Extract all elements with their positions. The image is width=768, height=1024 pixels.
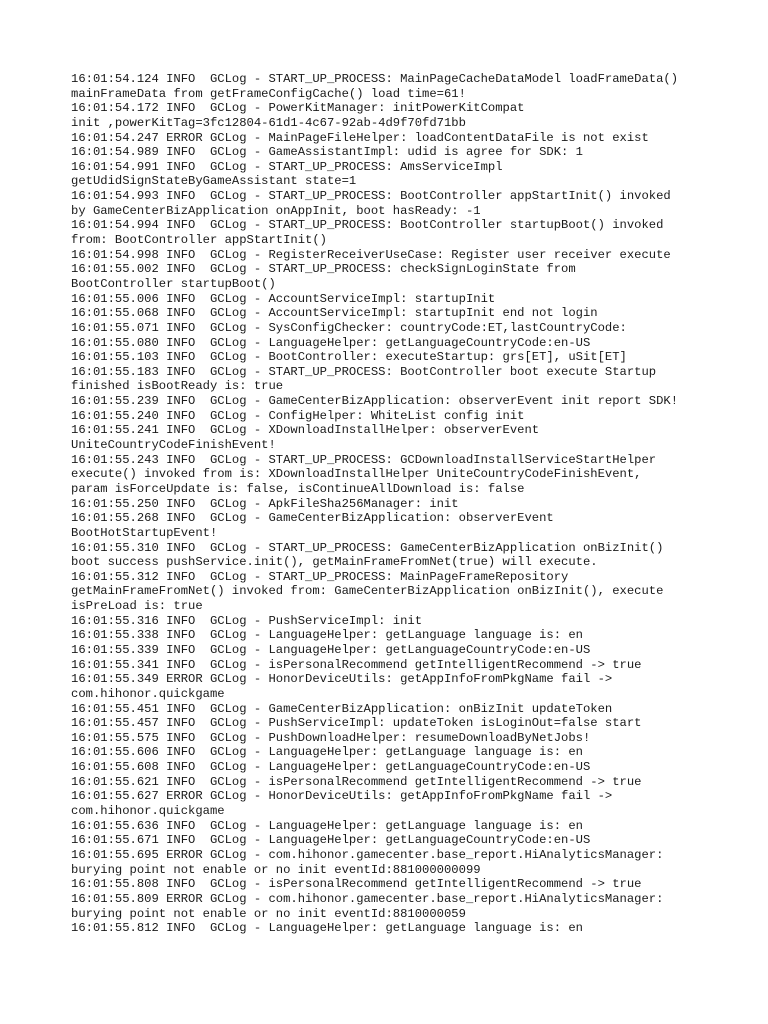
log-line: 16:01:55.451 INFO GCLog - GameCenterBizApplication: onBizInit updateToken (71, 701, 613, 716)
log-line: 16:01:55.695 ERROR GCLog - com.hihonor.gamecenter.base_report.HiAnalyticsManager: (71, 847, 664, 862)
log-line: 16:01:55.621 INFO GCLog - isPersonalRecommend getIntelligentRecommend -> true (71, 774, 642, 789)
log-line: isPreLoad is: true (71, 599, 203, 614)
log-line: 16:01:55.240 INFO GCLog - ConfigHelper: WhiteList config init (71, 408, 525, 423)
log-line: BootHotStartupEvent! (71, 525, 218, 540)
log-line: 16:01:55.239 INFO GCLog - GameCenterBizApplication: observerEvent init report SDK! (71, 394, 679, 409)
log-line: getUdidSignStateByGameAssistant state=1 (71, 174, 357, 189)
log-line: com.hihonor.quickgame (71, 804, 225, 819)
log-line: 16:01:55.339 INFO GCLog - LanguageHelper: getLanguageCountryCode:en-US (71, 642, 591, 657)
log-line: 16:01:55.575 INFO GCLog - PushDownloadHelper: resumeDownloadByNetJobs! (71, 730, 591, 745)
log-line: 16:01:55.068 INFO GCLog - AccountServiceImpl: startupInit end not login (71, 306, 598, 321)
log-line: 16:01:55.183 INFO GCLog - START_UP_PROCESS: BootController boot execute Startup (71, 364, 657, 379)
log-line: 16:01:54.993 INFO GCLog - START_UP_PROCESS: BootController appStartInit() invoked (71, 189, 671, 204)
log-line: UniteCountryCodeFinishEvent! (71, 438, 276, 453)
log-line: init ,powerKitTag=3fc12804-61d1-4c67-92ab-4d9f70fd71bb (71, 115, 466, 130)
log-line: 16:01:55.808 INFO GCLog - isPersonalRecommend getIntelligentRecommend -> true (71, 877, 642, 892)
log-line: 16:01:55.071 INFO GCLog - SysConfigChecker: countryCode:ET,lastCountryCode: (71, 320, 627, 335)
log-line: 16:01:55.006 INFO GCLog - AccountServiceImpl: startupInit (71, 291, 496, 306)
log-line: burying point not enable or no init eventId:881000000099 (71, 862, 481, 877)
log-line: 16:01:54.998 INFO GCLog - RegisterReceiverUseCase: Register user receiver execute (71, 247, 671, 262)
log-line: finished isBootReady is: true (71, 379, 284, 394)
log-line: 16:01:54.247 ERROR GCLog - MainPageFileHelper: loadContentDataFile is not exist (71, 130, 649, 145)
log-line: 16:01:54.124 INFO GCLog - START_UP_PROCESS: MainPageCacheDataModel loadFrameData() (71, 72, 679, 86)
log-line: 16:01:55.310 INFO GCLog - START_UP_PROCESS: GameCenterBizApplication onBizInit() (71, 540, 664, 555)
log-line: by GameCenterBizApplication onAppInit, boot hasReady: -1 (71, 203, 481, 218)
log-line: mainFrameData from getFrameConfigCache() load time=61! (71, 86, 466, 101)
log-text-block (71, 72, 751, 936)
log-line: 16:01:54.994 INFO GCLog - START_UP_PROCESS: BootController startupBoot() invoked (71, 218, 664, 233)
log-line: 16:01:55.671 INFO GCLog - LanguageHelper: getLanguageCountryCode:en-US (71, 833, 591, 848)
log-line: 16:01:55.627 ERROR GCLog - HonorDeviceUtils: getAppInfoFromPkgName fail -> (71, 789, 613, 804)
log-line: burying point not enable or no init eventId:8810000059 (71, 906, 466, 921)
log-line: 16:01:54.989 INFO GCLog - GameAssistantImpl: udid is agree for SDK: 1 (71, 145, 583, 160)
log-line: 16:01:55.268 INFO GCLog - GameCenterBizApplication: observerEvent (71, 511, 554, 526)
log-line: 16:01:55.606 INFO GCLog - LanguageHelper: getLanguage language is: en (71, 745, 583, 760)
log-line: 16:01:55.338 INFO GCLog - LanguageHelper: getLanguage language is: en (71, 628, 583, 643)
log-line: 16:01:55.103 INFO GCLog - BootController: executeStartup: grs[ET], uSit[ET] (71, 350, 627, 365)
log-line: 16:01:55.349 ERROR GCLog - HonorDeviceUtils: getAppInfoFromPkgName fail -> (71, 672, 613, 687)
log-line: 16:01:55.316 INFO GCLog - PushServiceImpl: init (71, 613, 423, 628)
log-line: 16:01:55.243 INFO GCLog - START_UP_PROCESS: GCDownloadInstallServiceStartHelper (71, 452, 657, 467)
log-line: com.hihonor.quickgame (71, 686, 225, 701)
log-line: 16:01:55.250 INFO GCLog - ApkFileSha256Manager: init (71, 496, 459, 511)
log-line: 16:01:55.809 ERROR GCLog - com.hihonor.gamecenter.base_report.HiAnalyticsManager: (71, 891, 664, 906)
log-line: 16:01:55.812 INFO GCLog - LanguageHelper: getLanguage language is: en (71, 921, 583, 936)
log-line: from: BootController appStartInit() (71, 233, 327, 248)
log-line: 16:01:55.241 INFO GCLog - XDownloadInstallHelper: observerEvent (71, 423, 540, 438)
log-line: execute() invoked from is: XDownloadInstallHelper UniteCountryCodeFinishEvent, (71, 467, 642, 482)
log-line: getMainFrameFromNet() invoked from: GameCenterBizApplication onBizInit(), execute (71, 584, 664, 599)
log-line: param isForceUpdate is: false, isContinueAllDownload is: false (71, 481, 525, 496)
log-line: 16:01:55.080 INFO GCLog - LanguageHelper: getLanguageCountryCode:en-US (71, 335, 591, 350)
log-line: 16:01:55.608 INFO GCLog - LanguageHelper: getLanguageCountryCode:en-US (71, 760, 591, 775)
log-line: boot success pushService.init(), getMainFrameFromNet(true) will execute. (71, 555, 598, 570)
log-line: 16:01:55.312 INFO GCLog - START_UP_PROCESS: MainPageFrameRepository (71, 569, 569, 584)
log-line: 16:01:54.991 INFO GCLog - START_UP_PROCESS: AmsServiceImpl (71, 159, 503, 174)
log-line: 16:01:55.341 INFO GCLog - isPersonalRecommend getIntelligentRecommend -> true (71, 657, 642, 672)
log-line: 16:01:54.172 INFO GCLog - PowerKitManager: initPowerKitCompat (71, 101, 525, 116)
log-line: 16:01:55.457 INFO GCLog - PushServiceImpl: updateToken isLoginOut=false start (71, 716, 642, 731)
log-line: BootController startupBoot() (71, 276, 276, 291)
log-line: 16:01:55.636 INFO GCLog - LanguageHelper: getLanguage language is: en (71, 818, 583, 833)
log-line: 16:01:55.002 INFO GCLog - START_UP_PROCESS: checkSignLoginState from (71, 262, 576, 277)
